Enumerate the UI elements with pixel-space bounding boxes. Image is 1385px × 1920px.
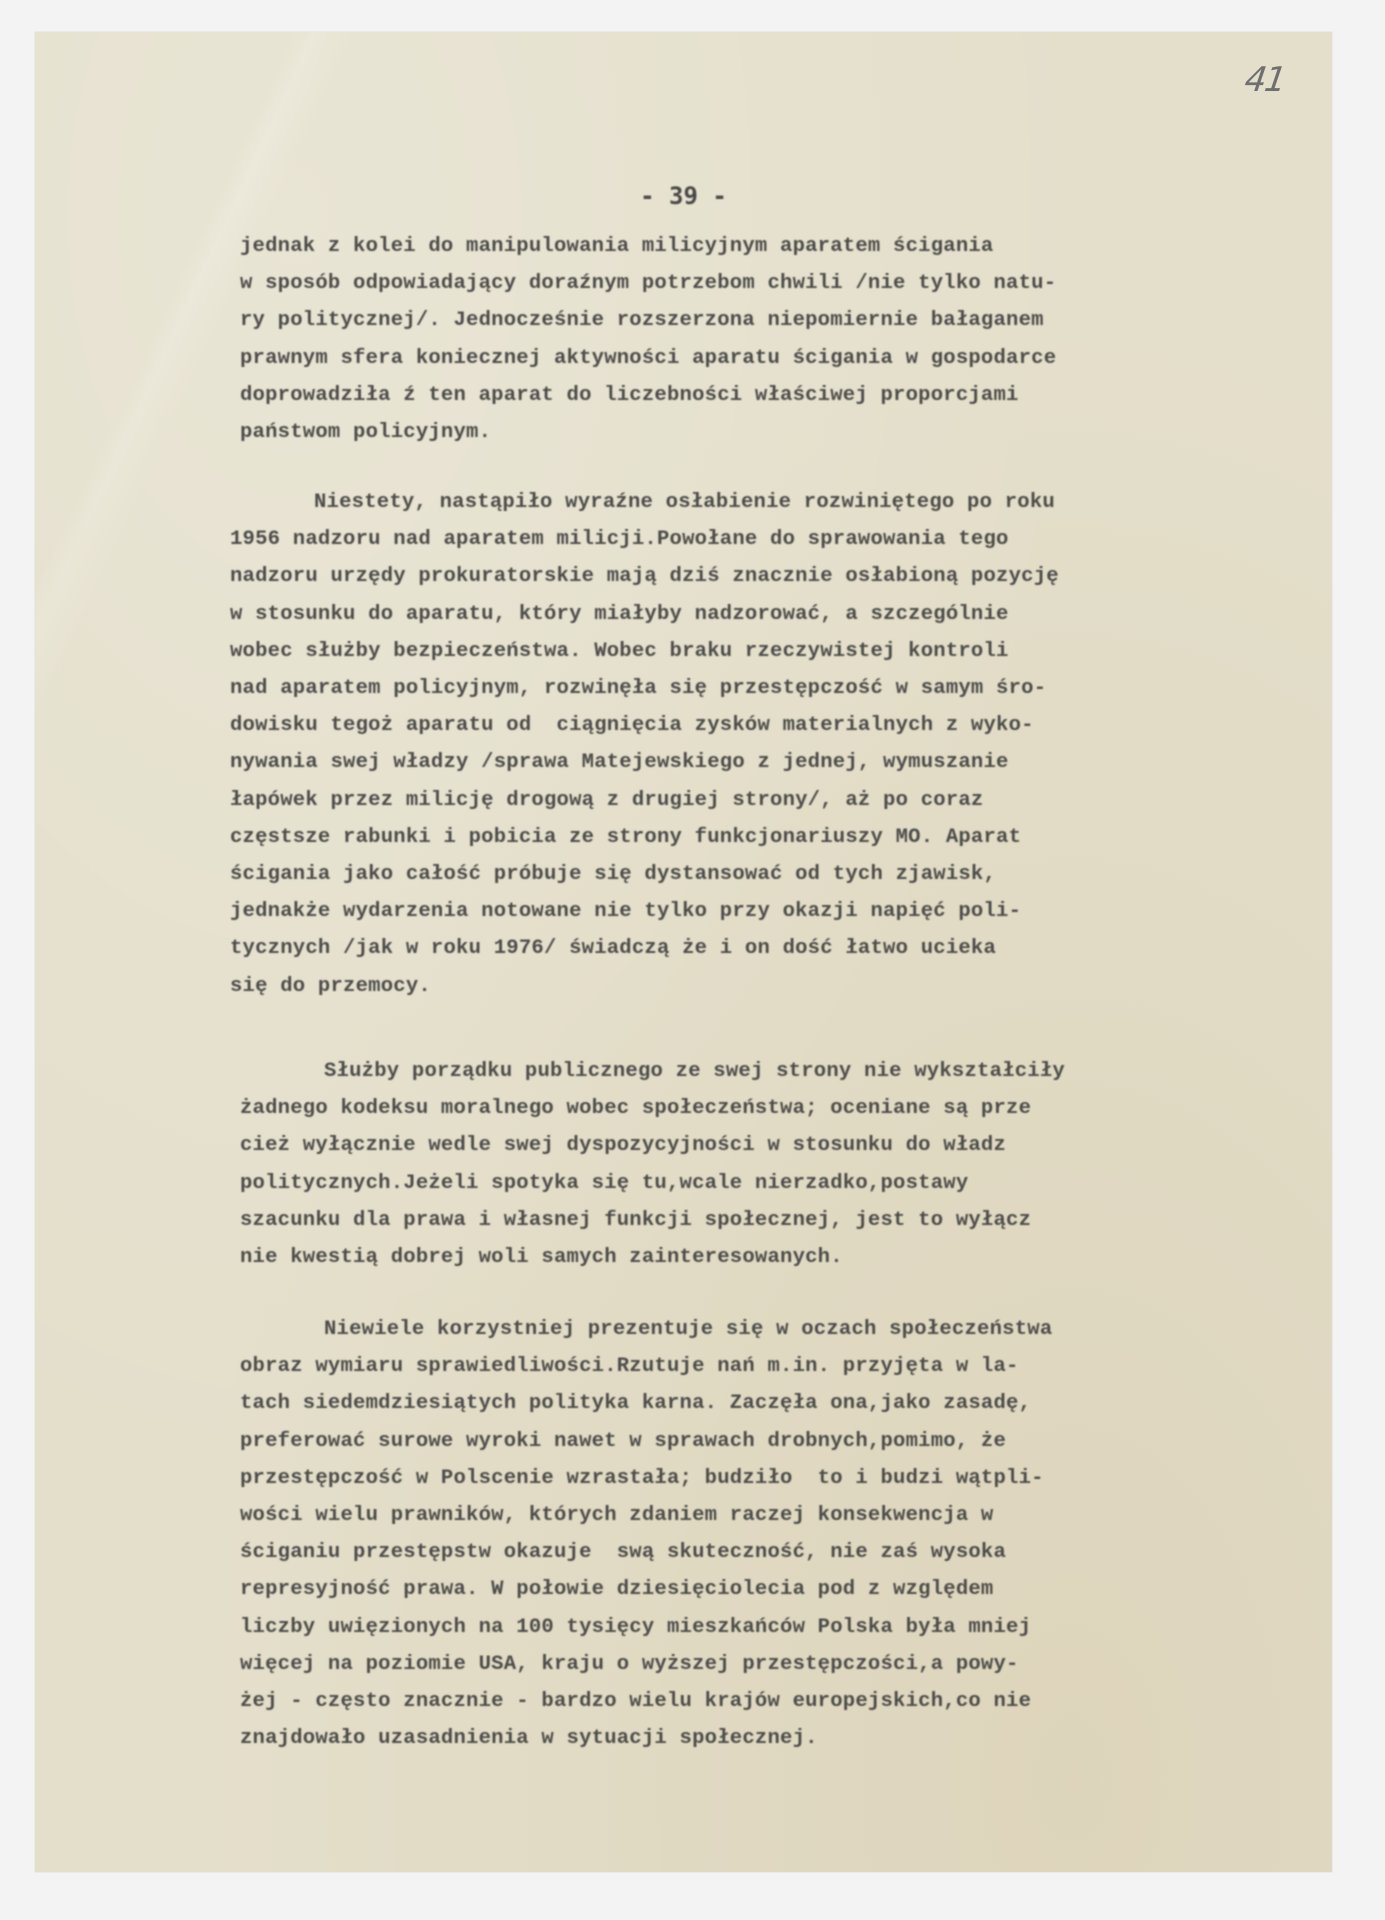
- text-line: przestępczość w Polscenie wzrastała; budziło to i budzi wątpli-: [240, 1466, 1044, 1490]
- text-line: tycznych /jak w roku 1976/ świadczą że i on dość łatwo ucieka: [230, 937, 997, 961]
- text-line: Służby porządku publicznego ze swej strony nie wykształciły: [324, 1060, 1065, 1083]
- text-line: nywania swej władzy /sprawa Matejewskiego z jednej, wymuszanie: [230, 751, 1009, 775]
- text-line: ry politycznej/. Jednocześnie rozszerzona niepomiernie bałaganem: [240, 309, 1044, 333]
- text-line: tach siedemdziesiątych polityka karna. Zaczęła ona,jako zasadę,: [240, 1392, 1032, 1416]
- paragraph-4: [240, 1311, 1340, 1757]
- text-line: Niestety, nastąpiło wyraźne osłabienie rozwiniętego po roku: [314, 491, 1055, 514]
- text-line: ścigania jako całość próbuje się dystansować od tych zjawisk,: [230, 863, 997, 887]
- text-line: w stosunku do aparatu, który miałyby nadzorować, a szczególnie: [230, 602, 1009, 626]
- text-line: żej - często znacznie - bardzo wielu krajów europejskich,co nie: [240, 1690, 1032, 1714]
- text-line: częstsze rabunki i pobicia ze strony funkcjonariuszy MO. Aparat: [230, 825, 1022, 849]
- text-line: dowisku tegoż aparatu od ciągnięcia zysków materialnych z wyko-: [230, 714, 1034, 738]
- paragraph-3: [240, 1053, 1340, 1276]
- text-line: żadnego kodeksu moralnego wobec społeczeństwa; oceniane są prze: [240, 1097, 1032, 1121]
- text-line: nadzoru urzędy prokuratorskie mają dziś znacznie osłabioną pozycję: [230, 565, 1059, 589]
- text-line: się do przemocy.: [230, 974, 431, 998]
- text-line: liczby uwięzionych na 100 tysięcy mieszkańców Polska była mniej: [240, 1615, 1032, 1639]
- text-line: preferować surowe wyroki nawet w sprawach drobnych,pomimo, że: [240, 1429, 1007, 1453]
- text-line: represyjność prawa. W połowie dziesięciolecia pod z względem: [240, 1578, 994, 1602]
- text-line: jednak z kolei do manipulowania milicyjnym aparatem ścigania: [240, 235, 994, 258]
- text-line: w sposób odpowiadający doraźnym potrzebom chwili /nie tylko natu-: [240, 272, 1057, 296]
- handwritten-folio-number: 41: [1241, 60, 1287, 100]
- text-line: znajdowało uzasadnienia w sytuacji społecznej.: [240, 1727, 818, 1751]
- text-line: jednakże wydarzenia notowane nie tylko przy okazji napięć poli-: [230, 900, 1022, 924]
- text-line: łapówek przez milicję drogową z drugiej strony/, aż po coraz: [230, 788, 984, 812]
- text-line: ściganiu przestępstw okazuje swą skuteczność, nie zaś wysoka: [240, 1541, 1007, 1565]
- paragraph-1: [240, 228, 1340, 451]
- text-line: wości wielu prawników, których zdaniem raczej konsekwencja w: [240, 1504, 994, 1528]
- paragraph-2: [230, 484, 1330, 1005]
- text-line: więcej na poziomie USA, kraju o wyższej przestępczości,a powy-: [240, 1652, 1019, 1676]
- text-line: nad aparatem policyjnym, rozwinęła się przestępczość w samym śro-: [230, 677, 1047, 701]
- text-line: politycznych.Jeżeli spotyka się tu,wcale nierzadko,postawy: [240, 1171, 969, 1195]
- text-line: cież wyłącznie wedle swej dyspozycyjności w stosunku do władz: [240, 1134, 1007, 1158]
- text-line: 1956 nadzoru nad aparatem milicji.Powołane do sprawowania tego: [230, 528, 1009, 552]
- text-line: nie kwestią dobrej woli samych zainteresowanych.: [240, 1246, 843, 1270]
- text-line: szacunku dla prawa i własnej funkcji społecznej, jest to wyłącz: [240, 1208, 1032, 1232]
- text-line: państwom policyjnym.: [240, 421, 492, 445]
- text-line: prawnym sfera koniecznej aktywności aparatu ścigania w gospodarce: [240, 346, 1057, 370]
- text-line: obraz wymiaru sprawiedliwości.Rzutuje nań m.in. przyjęta w la-: [240, 1355, 1019, 1379]
- text-line: wobec służby bezpieczeństwa. Wobec braku rzeczywistej kontroli: [230, 639, 1009, 663]
- text-line: doprowadziła ź ten aparat do liczebności właściwej proporcjami: [240, 383, 1019, 407]
- page-number: - 39 -: [640, 182, 727, 210]
- text-line: Niewiele korzystniej prezentuje się w oczach społeczeństwa: [324, 1318, 1053, 1341]
